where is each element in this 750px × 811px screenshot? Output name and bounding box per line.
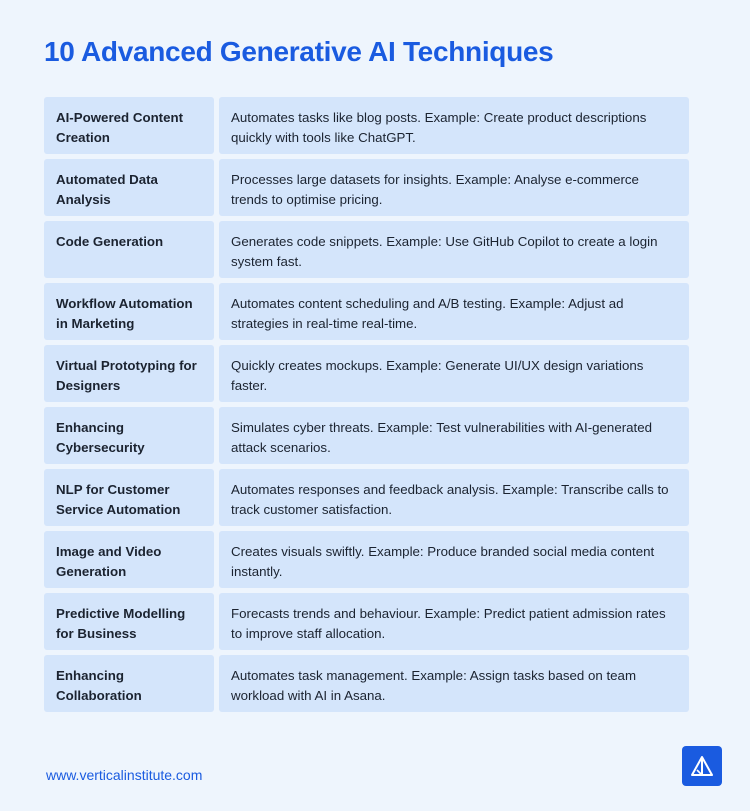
- table-row: [44, 345, 689, 402]
- technique-name: Virtual Prototyping for Designers: [44, 345, 214, 402]
- website-link[interactable]: www.verticalinstitute.com: [46, 767, 203, 783]
- technique-description: Automates responses and feedback analysis. Example: Transcribe calls to track customer satisfaction.: [219, 469, 689, 526]
- technique-description: Generates code snippets. Example: Use GitHub Copilot to create a login system fast.: [219, 221, 689, 278]
- technique-description: Forecasts trends and behaviour. Example: Predict patient admission rates to improve staff allocation.: [219, 593, 689, 650]
- technique-description: Automates content scheduling and A/B testing. Example: Adjust ad strategies in real-time real-time.: [219, 283, 689, 340]
- table-row: [44, 469, 689, 526]
- table-row: [44, 159, 689, 216]
- table-row: [44, 531, 689, 588]
- techniques-table: [44, 97, 689, 717]
- technique-name: NLP for Customer Service Automation: [44, 469, 214, 526]
- vertical-institute-logo-icon: [682, 746, 722, 786]
- technique-name: Workflow Automation in Marketing: [44, 283, 214, 340]
- technique-name: AI-Powered Content Creation: [44, 97, 214, 154]
- technique-name: Code Generation: [44, 221, 214, 278]
- technique-description: Quickly creates mockups. Example: Generate UI/UX design variations faster.: [219, 345, 689, 402]
- technique-description: Simulates cyber threats. Example: Test vulnerabilities with AI-generated attack scenarios.: [219, 407, 689, 464]
- technique-description: Creates visuals swiftly. Example: Produce branded social media content instantly.: [219, 531, 689, 588]
- technique-description: Automates task management. Example: Assign tasks based on team workload with AI in Asana.: [219, 655, 689, 712]
- technique-name: Enhancing Cybersecurity: [44, 407, 214, 464]
- technique-name: Image and Video Generation: [44, 531, 214, 588]
- table-row: [44, 407, 689, 464]
- table-row: [44, 221, 689, 278]
- technique-description: Processes large datasets for insights. Example: Analyse e-commerce trends to optimise pricing.: [219, 159, 689, 216]
- table-row: [44, 655, 689, 712]
- table-row: [44, 593, 689, 650]
- technique-name: Automated Data Analysis: [44, 159, 214, 216]
- triangle-logo-icon: [690, 755, 714, 777]
- table-row: [44, 283, 689, 340]
- technique-description: Automates tasks like blog posts. Example: Create product descriptions quickly with tools like ChatGPT.: [219, 97, 689, 154]
- technique-name: Predictive Modelling for Business: [44, 593, 214, 650]
- technique-name: Enhancing Collaboration: [44, 655, 214, 712]
- page-title: 10 Advanced Generative AI Techniques: [44, 36, 554, 67]
- table-row: [44, 97, 689, 154]
